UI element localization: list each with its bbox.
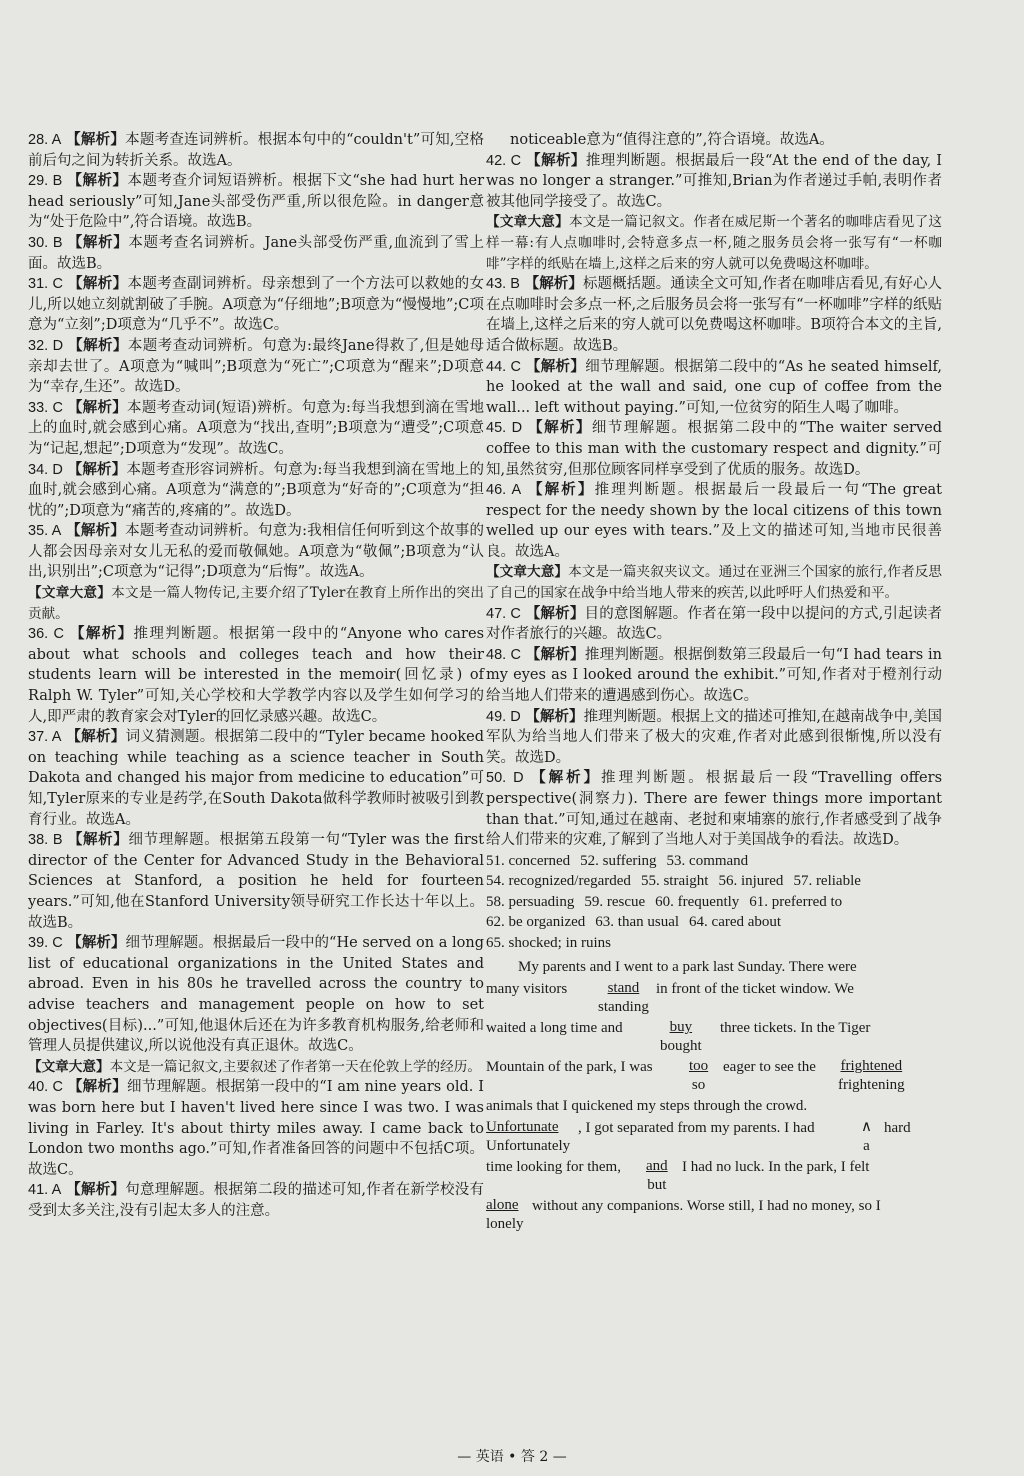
original-word: alone <box>486 1197 519 1214</box>
question-explanation <box>486 707 942 769</box>
answer-row <box>486 912 942 933</box>
explanation-text: 细节理解题。根据第五段第一句“Tyler was the first director of the Center for Advanced Study in the Behavioral Sciences at Stanford, a position he held for fourteen years.”可知,他在Stanford University领导研究工作长达十年以上。故选B。 <box>28 832 485 931</box>
correction-text: three tickets. In the Tiger <box>720 1020 871 1037</box>
correction-edit <box>598 979 649 1016</box>
insertion-caret: ∧ <box>861 1119 872 1136</box>
question-number: 38. B <box>28 832 63 849</box>
analysis-tag: 【解析】 <box>525 645 585 663</box>
question-number: 42. C <box>486 152 522 169</box>
question-explanation <box>28 624 484 727</box>
correction-text: waited a long time and <box>486 1020 623 1037</box>
analysis-tag: 【解析】 <box>527 481 595 499</box>
corrected-word: Unfortunately <box>486 1138 571 1155</box>
question-number: 41. A <box>28 1182 62 1199</box>
answer-item: 58. persuading <box>486 893 575 910</box>
correction-text: in front of the ticket window. We <box>656 981 854 998</box>
analysis-tag: 【解析】 <box>66 522 126 540</box>
correction-text: I had no luck. In the park, I felt <box>682 1159 870 1176</box>
question-explanation <box>28 398 484 460</box>
correction-text: eager to see the <box>723 1059 816 1076</box>
question-explanation <box>486 480 942 562</box>
explanation-text: 细节理解题。根据最后一段中的“He served on a long list of educational organizations in the United States and abroad. Even in his 80s he travelled across the country to advise teachers and management people on how to set objectives(目标)...”可知,他退休后还在为许多教育机构服务,给老师和管理人员提供建议,所以说他没有真正退休。故选C。 <box>28 935 484 1055</box>
corrected-word: but <box>647 1177 667 1194</box>
answer-row <box>486 892 942 913</box>
correction-line <box>486 957 942 979</box>
answer-item: 57. reliable <box>793 873 861 890</box>
answer-item: 60. frequently <box>655 893 740 910</box>
question-explanation <box>28 233 484 274</box>
correction-line <box>486 1096 942 1118</box>
question-explanation <box>486 357 942 419</box>
explanation-text: 推理判断题。根据上文的描述可推知,在越南战争中,美国军队为给当地人们带来了极大的灾难,作者对此感到很惭愧,所以没有笑。故选D。 <box>486 708 943 766</box>
corrected-word: lonely <box>486 1216 524 1233</box>
correction-edit <box>486 1118 570 1155</box>
summary-text: 本文是一篇夹叙夹议文。通过在亚洲三个国家的旅行,作者反思了自己的国家在战争中给当地人带来的疾苦,以此呼吁人们热爱和平。 <box>486 564 942 602</box>
explanation-text: 词义猜测题。根据第二段中的“Tyler became hooked on teaching while teaching as a science teacher in South Dakota and changed his major from medicine to education”可知,Tyler原来的专业是药学,在South Dakota做科学教师时被吸引到教育行业。故选A。 <box>28 729 485 828</box>
answer-item: 55. straight <box>640 873 709 890</box>
analysis-tag: 【解析】 <box>68 275 128 293</box>
question-number: 49. D <box>486 708 521 725</box>
question-explanation <box>486 418 942 480</box>
answer-item: 64. cared about <box>689 914 782 931</box>
right-column <box>486 130 942 1235</box>
question-number: 34. D <box>28 461 63 478</box>
question-number: 35. A <box>28 523 62 540</box>
analysis-tag: 【解析】 <box>525 604 585 622</box>
question-explanation <box>28 336 484 398</box>
question-number: 29. B <box>28 173 63 190</box>
original-word: and <box>646 1158 668 1175</box>
explanation-text: 推理判断题。根据最后一段“Travelling offers perspective(洞察力). There are fewer things more important than that.”可知,通过在越南、老挝和柬埔寨的旅行,作者感受到了战争给人们带来的灾难,了解到了当地人对于美国战争的看法。故选D。 <box>486 770 943 849</box>
explanation-text: 本题考查形容词辨析。句意为:每当我想到滴在雪地上的血时,就会感到心痛。A项意为“满意的”;B项意为“好奇的”;C项意为“担忧的”;D项意为“痛苦的,疼痛的”。故选D。 <box>28 461 484 519</box>
analysis-tag: 【解析】 <box>67 460 127 478</box>
analysis-tag: 【解析】 <box>525 707 584 725</box>
question-explanation <box>486 151 942 213</box>
question-explanation <box>28 830 484 933</box>
analysis-tag: 【解析】 <box>66 1181 126 1199</box>
article-summary <box>486 562 942 603</box>
analysis-tag: 【解析】 <box>67 831 129 849</box>
question-number: 36. C <box>28 626 65 643</box>
analysis-tag: 【解析】 <box>531 769 602 787</box>
question-explanation <box>486 768 942 850</box>
question-number: 37. A <box>28 729 62 746</box>
question-number: 28. A <box>28 132 62 148</box>
answer-item: 59. rescue <box>584 893 646 910</box>
summary-tag: 【文章大意】 <box>486 564 569 581</box>
correction-text: My parents and I went to a park last Sunday. There were <box>518 959 857 976</box>
correction-edit <box>486 1196 524 1233</box>
explanation-text: 细节理解题。根据第一段中的“I am nine years old. I was born here but I haven't lived here since I was two. I was living in Farley. It's about thirty miles away. I came back to London two months ago.”可知,作者准备回答的问题中不包括C项。故选C。 <box>28 1079 484 1178</box>
explanation-text: 推理判断题。根据倒数第三段最后一句“I had tears in my eyes as I looked around the exhibit.”可知,作者对于橙剂行动给当地人们带来的遭遇感到伤心。故选C。 <box>486 646 943 705</box>
analysis-tag: 【解析】 <box>67 233 129 251</box>
question-number: 31. C <box>28 276 64 293</box>
question-explanation <box>28 521 484 583</box>
inserted-word: a <box>863 1138 870 1155</box>
question-number: 46. A <box>486 482 522 499</box>
correction-edit <box>689 1057 708 1094</box>
question-number: 47. C <box>486 605 521 622</box>
answer-item: 54. recognized/regarded <box>486 873 631 890</box>
correction-text: , I got separated from my parents. I had <box>578 1120 815 1137</box>
correction-text: animals that I quickened my steps through the crowd. <box>486 1098 808 1115</box>
question-explanation <box>28 727 484 830</box>
question-number: 45. D <box>486 420 523 437</box>
article-summary <box>486 212 942 274</box>
explanation-text: 句意理解题。根据第二段的描述可知,作者在新学校没有受到太多关注,没有引起太多人的注意。 <box>28 1182 485 1219</box>
original-word: too <box>689 1058 709 1075</box>
summary-tag: 【文章大意】 <box>486 214 569 231</box>
explanation-text: noticeable意为“值得注意的”,符合语境。故选A。 <box>510 132 834 148</box>
correction-line <box>486 1196 942 1235</box>
article-summary <box>28 583 484 624</box>
analysis-tag: 【解析】 <box>67 172 128 190</box>
explanation-text: 本题考查动词辨析。句意为:最终Jane得救了,但是她母亲却去世了。A项意为“喊叫”;B项意为“死亡”;C项意为“醒来”;D项意为“幸存,生还”。故选D。 <box>28 337 485 396</box>
analysis-tag: 【解析】 <box>67 398 128 416</box>
question-explanation <box>28 933 484 1057</box>
question-number: 39. C <box>28 935 63 952</box>
correction-line <box>486 979 942 1018</box>
analysis-tag: 【解析】 <box>67 934 126 952</box>
question-number: 48. C <box>486 646 521 663</box>
analysis-tag: 【解析】 <box>70 625 134 643</box>
error-correction-passage <box>486 957 942 1235</box>
corrected-word: bought <box>660 1038 702 1055</box>
question-number: 33. C <box>28 399 63 416</box>
summary-tag: 【文章大意】 <box>28 1058 110 1075</box>
answer-item: 53. command <box>666 852 749 869</box>
explanation-text: 本题考查动词(短语)辨析。句意为:每当我想到滴在雪地上的血时,就会感到心痛。A项意为“找出,查明”;B项意为“遭受”;C项意为“记起,想起”;D项意为“发现”。故选C。 <box>28 399 484 457</box>
correction-edit <box>660 1018 702 1055</box>
analysis-tag: 【解析】 <box>67 1078 128 1096</box>
question-explanation <box>28 274 484 336</box>
analysis-tag: 【解析】 <box>66 728 126 746</box>
explanation-text: 本题考查介词短语辨析。根据下文“she had hurt her head seriously”可知,Jane头部受伤严重,所以很危险。in danger意为“处于危险中”,符合语境。故选B。 <box>28 173 485 231</box>
correction-text: many visitors <box>486 981 568 998</box>
question-explanation <box>486 274 942 356</box>
answer-row <box>486 933 942 954</box>
correction-text: hard <box>884 1120 911 1137</box>
analysis-tag: 【解析】 <box>528 419 592 437</box>
summary-text: 本文是一篇人物传记,主要介绍了Tyler在教育上所作出的突出贡献。 <box>28 585 484 622</box>
summary-text: 本文是一篇记叙文,主要叙述了作者第一天在伦敦上学的经历。 <box>109 1058 481 1075</box>
explanation-text: 推理判断题。根据第一段中的“Anyone who cares about what schools and colleges teach and how their students learn will be interested in the memoir(回忆录) of Ralph W. Tyler”可知,关心学校和大学教学内容以及学生如何学习的人,即严肃的教育家会对Tyler的回忆录感兴趣。故选C。 <box>28 626 485 725</box>
article-summary <box>28 1057 484 1078</box>
question-explanation <box>28 1180 484 1221</box>
question-number: 43. B <box>486 276 520 293</box>
explanation-text: 细节理解题。根据第二段中的“As he seated himself, he looked at the wall and said, one cup of coffee from the wall... left without paying.”可知,一位贫穷的陌生人喝了咖啡。 <box>486 358 943 416</box>
correction-text: time looking for them, <box>486 1159 621 1176</box>
correction-insertion <box>861 1118 872 1155</box>
analysis-tag: 【解析】 <box>525 357 586 375</box>
corrected-word: frightening <box>838 1077 905 1094</box>
question-number: 30. B <box>28 234 63 251</box>
question-explanation <box>28 1077 484 1180</box>
original-word: stand <box>607 980 640 997</box>
question-number: 50. D <box>486 770 524 787</box>
question-number: 40. C <box>28 1079 63 1096</box>
explanation-text: 标题概括题。通读全文可知,作者在咖啡店看见,有好心人在点咖啡时会多点一杯,之后服务员会将一张写有“一杯咖啡”字样的纸贴在墙上,这样之后来的穷人就可以免费喝这杯咖啡。B项符合本文的主旨,适合做标题。故选B。 <box>486 276 943 354</box>
right-explanations <box>486 130 942 851</box>
correction-text: Mountain of the park, I was <box>486 1059 653 1076</box>
answer-item: 56. injured <box>718 873 784 890</box>
corrected-word: standing <box>598 999 649 1016</box>
answer-item: 52. suffering <box>580 852 657 869</box>
analysis-tag: 【解析】 <box>66 131 126 148</box>
analysis-tag: 【解析】 <box>524 275 583 293</box>
original-word: buy <box>669 1019 693 1036</box>
correction-edit <box>646 1157 668 1194</box>
explanation-text: 本题考查连词辨析。根据本句中的“couldn't”可知,空格前后句之间为转折关系。故选A。 <box>28 132 485 169</box>
question-explanation <box>28 130 484 171</box>
answer-item: 65. shocked; in ruins <box>486 934 611 951</box>
page-footer: — 英语 • 答 2 — <box>457 1449 567 1465</box>
corrected-word: so <box>691 1077 706 1094</box>
question-number: 32. D <box>28 337 64 354</box>
explanation-text: 细节理解题。根据第二段中的“The waiter served coffee to this man with the customary respect and dignity.”可知,虽然贫穷,但那位顾客同样享受到了优质的服务。故选D。 <box>486 420 943 478</box>
explanation-text: 本题考查名词辨析。Jane头部受伤严重,血流到了雪上面。故选B。 <box>28 234 485 272</box>
answer-row <box>486 851 942 872</box>
correction-edit <box>838 1057 905 1094</box>
summary-tag: 【文章大意】 <box>28 585 112 602</box>
correction-line <box>486 1118 942 1157</box>
correction-line <box>486 1018 942 1057</box>
analysis-tag: 【解析】 <box>526 151 586 169</box>
answer-item: 61. preferred to <box>749 893 843 910</box>
correction-line <box>486 1057 942 1096</box>
answer-item: 63. than usual <box>595 914 680 931</box>
question-number: 44. C <box>486 358 521 375</box>
correction-line <box>486 1157 942 1196</box>
original-word: frightened <box>840 1058 903 1075</box>
explanation-text: 本题考查副词辨析。母亲想到了一个方法可以救她的女儿,所以她立刻就割破了手腕。A项意为“仔细地”;B项意为“慢慢地”;C项意为“立刻”;D项意为“几乎不”。故选C。 <box>28 276 484 334</box>
question-explanation <box>28 460 484 522</box>
question-explanation <box>486 645 942 707</box>
question-explanation <box>486 604 942 645</box>
question-explanation <box>28 171 484 233</box>
explanation-text: 推理判断题。根据最后一段“At the end of the day, I was no longer a stranger.”可推知,Brian为作者递过手帕,表明作者被其他同学接受了。故选C。 <box>486 152 943 210</box>
answer-item: 62. be organized <box>486 914 586 931</box>
explanation-text: 本题考查动词辨析。句意为:我相信任何听到这个故事的人都会因母亲对女儿无私的爱而敬佩她。A项意为“敬佩”;B项意为“认出,识别出”;C项意为“记得”;D项意为“后悔”。故选A。 <box>28 523 485 581</box>
summary-text: 本文是一篇记叙文。作者在威尼斯一个著名的咖啡店看见了这样一幕:有人点咖啡时,会特意多点一杯,随之服务员会将一张写有“一杯咖啡”字样的纸贴在墙上,这样之后来的穷人就可以免费喝这杯咖啡。 <box>486 214 942 272</box>
original-word: Unfortunate <box>486 1119 559 1136</box>
analysis-tag: 【解析】 <box>68 336 128 354</box>
explanation-text: 推理判断题。根据最后一段最后一句“The great respect for the needy shown by the local citizens of this town welled up our eyes with tears.”及上文的描述可知,当地市民很善良。故选A。 <box>486 482 943 560</box>
explanation-text: 目的意图解题。作者在第一段中以提问的方式,引起读者对作者旅行的兴趣。故选C。 <box>486 605 943 643</box>
answer-item: 51. concerned <box>486 852 571 869</box>
explanation-continued <box>486 130 942 151</box>
answer-list <box>486 851 942 954</box>
left-column <box>28 130 484 1221</box>
answer-row <box>486 871 942 892</box>
correction-text: without any companions. Worse still, I had no money, so I <box>532 1198 881 1215</box>
